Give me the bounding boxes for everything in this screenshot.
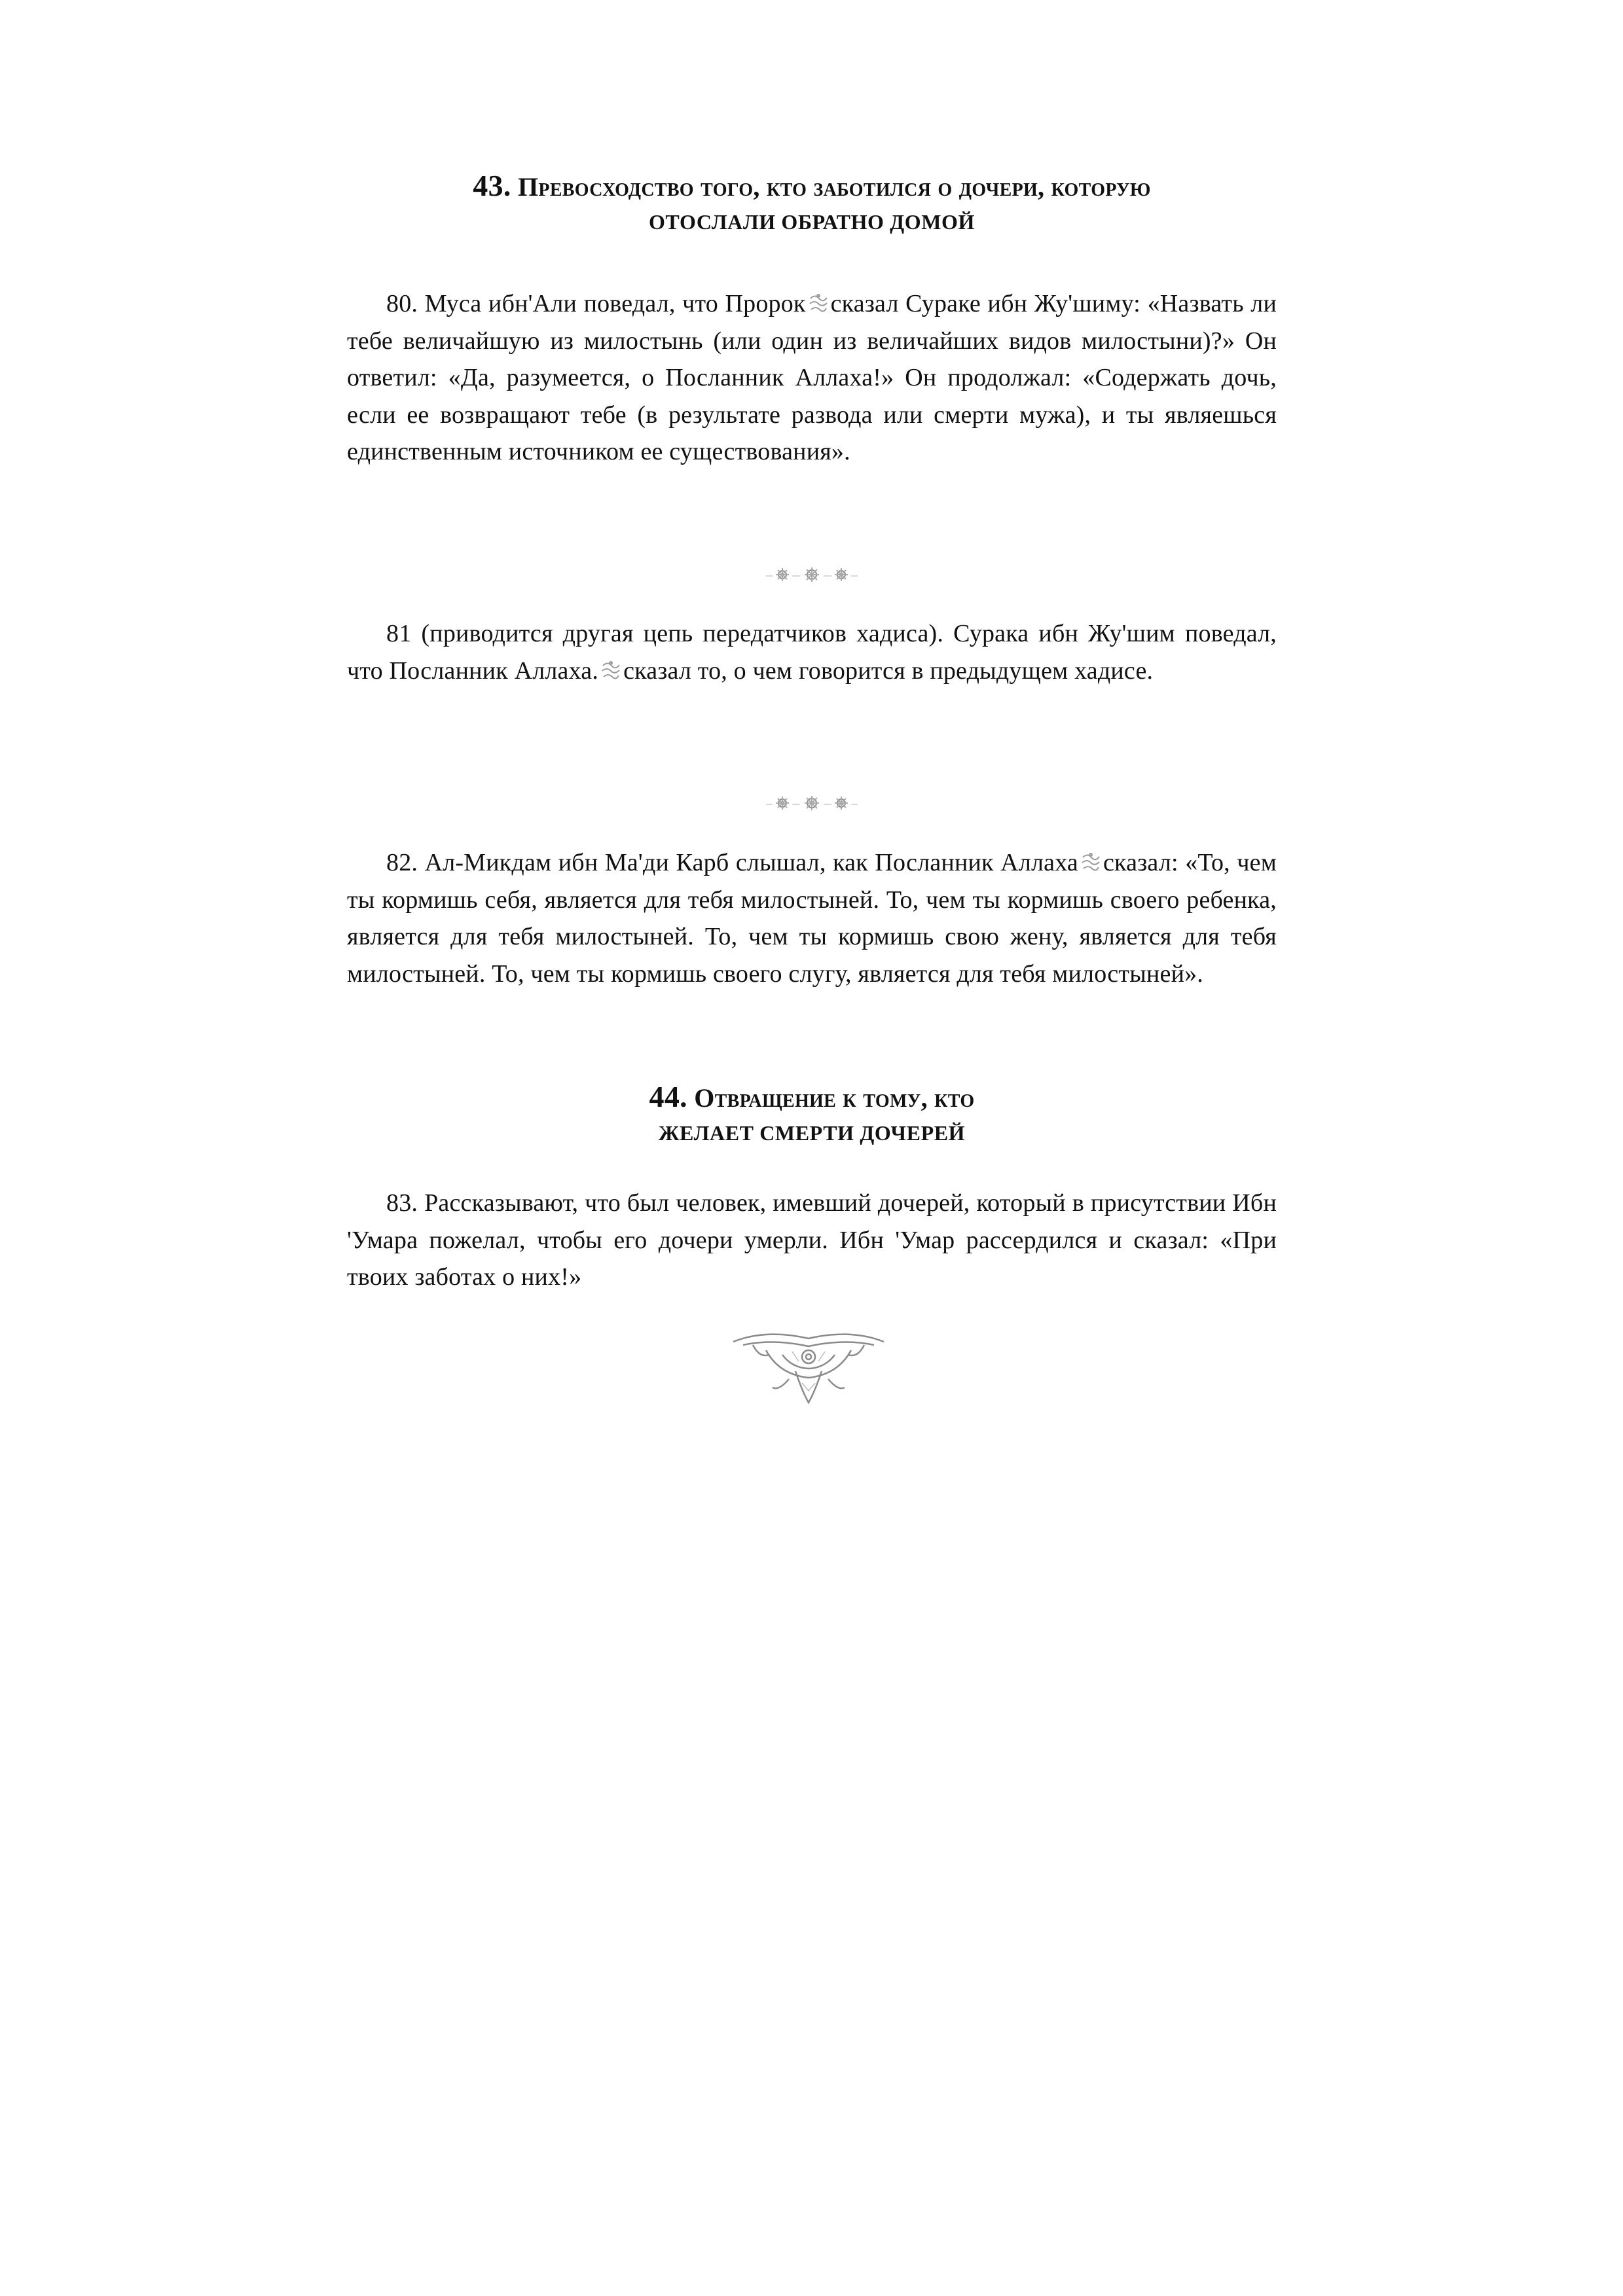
hadith-81-text-end: сказал то, о чем говорится в предыдущем хадисе.	[623, 656, 1154, 685]
section-44-subtitle: ЖЕЛАЕТ СМЕРТИ ДОЧЕРЕЙ	[658, 1121, 966, 1145]
hadith-81-text-start: 81 (приводится другая цепь передатчиков хадиса). Сурака ибн Жу'шим поведал, что Посланник Аллаха.	[347, 620, 1277, 685]
section-43-number: 43.	[473, 169, 511, 202]
hadith-82-text-end: сказал: «То, чем ты кормишь себя, является для тебя милостыней. То, чем ты кормишь своего ребенка, является для тебя милостыней. То, чем ты кормишь свою жену, является для тебя милостыней. То, чем ты кормишь своего слугу, является для тебя милостыней».	[347, 849, 1277, 988]
section-43-subtitle: ОТОСЛАЛИ ОБРАТНО ДОМОЙ	[648, 210, 976, 234]
salawat-calligraphy-icon	[600, 659, 622, 681]
section-43-title-line1	[344, 169, 1280, 204]
floral-ornament-icon	[727, 1325, 890, 1410]
hadith-82-text-start: 82. Ал-Микдам ибн Ма'ди Карб слышал, как Посланник Аллаха	[386, 849, 1078, 876]
hadith-80-text-start: 80. Муса ибн'Али поведал, что Пророк	[386, 290, 806, 317]
three-flowers-divider-icon	[753, 790, 871, 816]
section-43-heading	[344, 169, 1280, 240]
section-44-title-line1	[344, 1080, 1280, 1115]
salawat-calligraphy-icon	[807, 292, 830, 314]
hadith-80-paragraph	[347, 285, 1277, 471]
hadith-83-paragraph: 83. Рассказывают, что был человек, имевший дочерей, который в присутствии Ибн 'Умара пожелал, чтобы его дочери умерли. Ибн 'Умар рассердился и сказал: «При твоих заботах о них!»	[347, 1189, 1277, 1291]
section-44-title: Отвращение к тому, кто	[694, 1083, 975, 1113]
section-44-heading	[344, 1080, 1280, 1151]
salawat-calligraphy-icon	[1080, 851, 1102, 873]
hadith-82-paragraph	[347, 844, 1277, 992]
three-flowers-divider-icon	[753, 562, 871, 588]
section-43-title: Превосходство того, кто заботился о дочери, которую	[518, 172, 1151, 202]
section-44-number: 44.	[649, 1080, 687, 1113]
hadith-80-text-end: сказал Сураке ибн Жу'шиму: «Назвать ли тебе величайшую из милостынь (или один из величайших видов милостыни)?» Он ответил: «Да, разумеется, о Посланник Аллаха!» Он продолжал: «Содержать дочь, если ее возвращают тебе (в результате развода или смерти мужа), и ты являешься единственным источником ее существования».	[347, 290, 1277, 465]
hadith-81-paragraph	[347, 615, 1277, 689]
